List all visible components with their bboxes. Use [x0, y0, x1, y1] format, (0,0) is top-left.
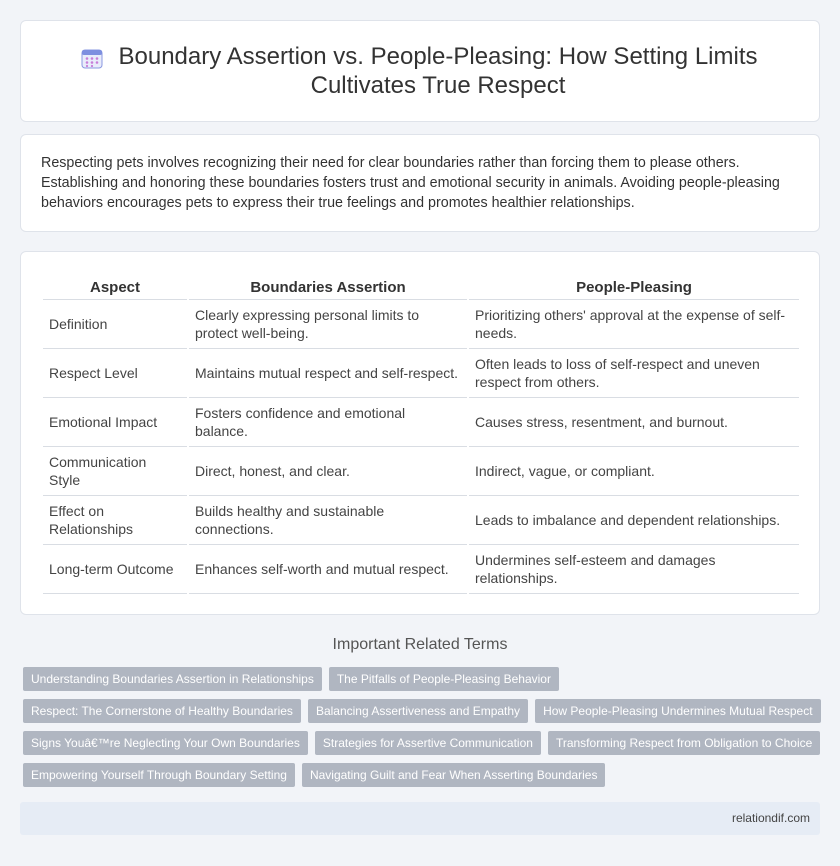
related-terms-title: Important Related Terms — [332, 636, 508, 653]
related-term-tag[interactable]: Understanding Boundaries Assertion in Relationships — [23, 667, 322, 691]
comparison-table-card — [20, 251, 820, 615]
aspect-cell: Emotional Impact — [43, 397, 188, 446]
related-term-tag[interactable]: Empowering Yourself Through Boundary Setting — [23, 763, 295, 787]
header-boundaries-assertion: Boundaries Assertion — [188, 272, 468, 299]
related-term-tag[interactable]: Signs Youâ€™re Neglecting Your Own Boundaries — [23, 731, 308, 755]
footer — [20, 802, 820, 835]
related-term-tag[interactable]: Balancing Assertiveness and Empathy — [308, 699, 528, 723]
tag-row — [23, 667, 823, 691]
related-term-tag[interactable]: Respect: The Cornerstone of Healthy Boundaries — [23, 699, 301, 723]
pleasing-cell: Undermines self-esteem and damages relationships. — [468, 544, 799, 593]
title-card — [20, 20, 820, 122]
table-row — [43, 348, 799, 397]
header-people-pleasing: People-Pleasing — [468, 272, 799, 299]
pleasing-cell: Often leads to loss of self-respect and uneven respect from others. — [468, 348, 799, 397]
header-aspect: Aspect — [43, 272, 188, 299]
aspect-cell: Communication Style — [43, 446, 188, 495]
assertion-cell: Enhances self-worth and mutual respect. — [188, 544, 468, 593]
related-terms-list — [23, 667, 823, 795]
assertion-cell: Clearly expressing personal limits to protect well-being. — [188, 299, 468, 348]
tag-row — [23, 731, 823, 755]
pleasing-cell: Leads to imbalance and dependent relationships. — [468, 495, 799, 544]
aspect-cell: Effect on Relationships — [43, 495, 188, 544]
table-row — [43, 446, 799, 495]
assertion-cell: Direct, honest, and clear. — [188, 446, 468, 495]
aspect-cell: Definition — [43, 299, 188, 348]
assertion-cell: Fosters confidence and emotional balance. — [188, 397, 468, 446]
tag-row — [23, 763, 823, 787]
table-header-row — [43, 272, 799, 299]
intro-card — [20, 134, 820, 232]
table-row — [43, 544, 799, 593]
pleasing-cell: Causes stress, resentment, and burnout. — [468, 397, 799, 446]
table-row — [43, 397, 799, 446]
aspect-cell: Respect Level — [43, 348, 188, 397]
related-term-tag[interactable]: Navigating Guilt and Fear When Asserting Boundaries — [302, 763, 606, 787]
assertion-cell: Maintains mutual respect and self-respect. — [188, 348, 468, 397]
related-term-tag[interactable]: How People-Pleasing Undermines Mutual Respect — [535, 699, 820, 723]
related-term-tag[interactable]: Strategies for Assertive Communication — [315, 731, 541, 755]
tag-row — [23, 699, 823, 723]
aspect-cell: Long-term Outcome — [43, 544, 188, 593]
intro-text: Respecting pets involves recognizing their need for clear boundaries rather than forcing them to please others. Establishing and honoring these boundaries fosters trust and emotional security in animals. Avoiding people-pleasing behaviors encourages pets to express their true feelings and promotes healthier relationships. — [41, 155, 780, 211]
comparison-table — [43, 272, 799, 594]
related-term-tag[interactable]: The Pitfalls of People-Pleasing Behavior — [329, 667, 559, 691]
page-title: Boundary Assertion vs. People-Pleasing: How Setting Limits Cultivates True Respect — [118, 43, 758, 99]
related-term-tag[interactable]: Transforming Respect from Obligation to Choice — [548, 731, 820, 755]
assertion-cell: Builds healthy and sustainable connections. — [188, 495, 468, 544]
table-row — [43, 495, 799, 544]
pleasing-cell: Prioritizing others' approval at the expense of self-needs. — [468, 299, 799, 348]
table-row — [43, 299, 799, 348]
pleasing-cell: Indirect, vague, or compliant. — [468, 446, 799, 495]
footer-site-link[interactable]: relationdif.com — [731, 811, 810, 825]
